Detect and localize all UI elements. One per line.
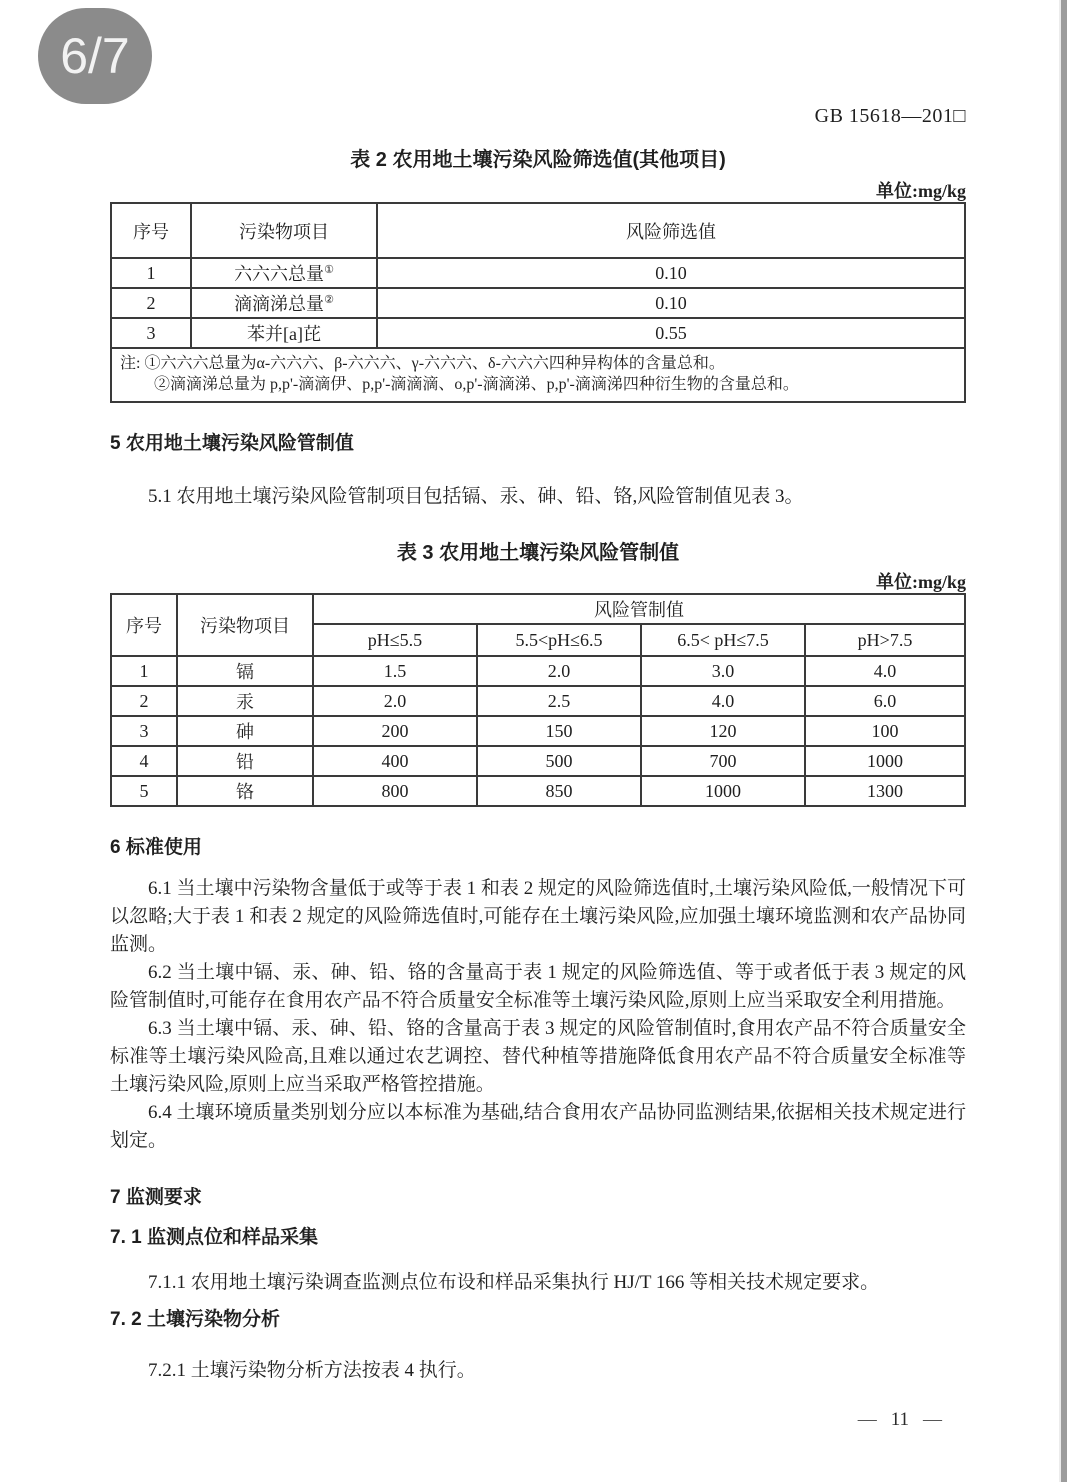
table3-ph-header: 6.5< pH≤7.5 [641,624,805,656]
table3-cell-value: 200 [313,716,477,746]
section-5-heading: 5 农用地土壤污染风险管制值 [110,433,354,454]
scrollbar-thumb[interactable] [1061,0,1067,1482]
table-row [111,746,965,776]
paragraph-6-2: 6.2 当土壤中镉、汞、砷、铅、铬的含量高于表 1 规定的风险筛选值、等于或者低于表 3 规定的风险管制值时,可能存在食用农产品不符合质量安全标准等土壤污染风险,原则上应当采取安全利用措施。 [110,962,966,1011]
table2-cell-no: 1 [111,258,191,288]
table2-header-no: 序号 [111,203,191,258]
footer-left-dash: — [857,1409,877,1430]
scrollbar-track[interactable] [1059,0,1067,1482]
table3-cell-value: 1000 [805,746,965,776]
table3-cell-value: 1.5 [313,656,477,686]
table2-notes [111,348,965,402]
table3-cell-item: 铅 [177,746,313,776]
footer-right-dash: — [923,1409,942,1430]
table2-cell-no: 3 [111,318,191,348]
table3-cell-value: 800 [313,776,477,806]
table3-cell-item: 汞 [177,686,313,716]
table3-header-no: 序号 [111,594,177,656]
table-row [111,656,965,686]
table-row [111,686,965,716]
table3-cell-value: 1300 [805,776,965,806]
table2-cell-value: 0.10 [377,288,965,318]
note-label: 注: [120,355,141,372]
table3-cell-value: 3.0 [641,656,805,686]
table3-cell-value: 700 [641,746,805,776]
table-row [111,776,965,806]
section-7-1-heading: 7. 1 监测点位和样品采集 [110,1227,318,1248]
page-footer [110,1407,966,1433]
table2-cell-no: 2 [111,288,191,318]
table-row [111,258,965,288]
table2-note-2: ②滴滴涕总量为 p,p'-滴滴伊、p,p'-滴滴滴、o,p'-滴滴涕、p,p'-滴滴涕四种衍生物的含量总和。 [154,376,799,393]
table2-cell-item: 苯并[a]芘 [191,318,377,348]
table-row [111,716,965,746]
table-row [111,288,965,318]
table2-note-1: 注: ①六六六总量为α-六六六、β-六六六、γ-六六六、δ-六六六四种异构体的含量总和。 [120,355,725,372]
table3-cell-value: 2.0 [477,656,641,686]
paragraph-7-1-1: 7.1.1 农用地土壤污染调查监测点位布设和样品采集执行 HJ/T 166 等相关技术规定要求。 [148,1272,880,1293]
table3-cell-item: 砷 [177,716,313,746]
table3-header-item: 污染物项目 [177,594,313,656]
table2-header-value: 风险筛选值 [377,203,965,258]
table3-cell-no: 5 [111,776,177,806]
page-indicator-label: 6/7 [60,28,130,84]
standard-code-header: GB 15618—201□ [814,105,966,127]
page-number: 11 [890,1409,909,1430]
table3-cell-value: 850 [477,776,641,806]
table3-cell-value: 6.0 [805,686,965,716]
table3-ph-header: pH≤5.5 [313,624,477,656]
paragraph-5-1: 5.1 农用地土壤污染风险管制项目包括镉、汞、砷、铅、铬,风险管制值见表 3。 [148,486,804,507]
table2-header-item: 污染物项目 [191,203,377,258]
table2-cell-value: 0.55 [377,318,965,348]
table2-cell-value: 0.10 [377,258,965,288]
table3-cell-value: 120 [641,716,805,746]
table-row [111,318,965,348]
table3-cell-item: 镉 [177,656,313,686]
table3-cell-value: 100 [805,716,965,746]
document-page [110,0,966,1433]
table2-unit: 单位:mg/kg [876,181,966,201]
table3-cell-no: 2 [111,686,177,716]
section-6-heading: 6 标准使用 [110,837,202,858]
table3-cell-value: 4.0 [805,656,965,686]
paragraph-6-1: 6.1 当土壤中污染物含量低于或等于表 1 和表 2 规定的风险筛选值时,土壤污染风险低,一般情况下可以忽略;大于表 1 和表 2 规定的风险筛选值时,可能存在土壤污染风险,应加强土壤环境监测和农产品协同监测。 [110,878,966,955]
table2-title: 表 2 农用地土壤污染风险筛选值(其他项目) [350,149,726,171]
footnote-marker: ① [324,264,334,276]
table2-cell-item: 滴滴涕总量② [191,288,377,318]
table3-cell-item: 铬 [177,776,313,806]
table3-cell-no: 3 [111,716,177,746]
table-2-risk-screening-values [110,202,966,403]
table3-cell-no: 1 [111,656,177,686]
section-7-heading: 7 监测要求 [110,1187,202,1208]
table3-cell-value: 2.5 [477,686,641,716]
paragraph-6-3: 6.3 当土壤中镉、汞、砷、铅、铬的含量高于表 3 规定的风险管制值时,食用农产品不符合质量安全标准等土壤污染风险高,且难以通过农艺调控、替代种植等措施降低食用农产品不符合质量安全标准等土壤污染风险,原则上应当采取严格管控措施。 [110,1018,966,1095]
paragraph-6-4: 6.4 土壤环境质量类别划分应以本标准为基础,结合食用农产品协同监测结果,依据相关技术规定进行划定。 [110,1102,966,1151]
table-3-risk-intervention-values [110,593,966,807]
table2-header-row [111,203,965,258]
table2-cell-item: 六六六总量① [191,258,377,288]
table3-cell-value: 500 [477,746,641,776]
table3-header-group: 风险管制值 [313,594,965,624]
table3-cell-value: 2.0 [313,686,477,716]
section-7-2-heading: 7. 2 土壤污染物分析 [110,1309,280,1330]
table3-cell-value: 4.0 [641,686,805,716]
table3-group-header-row [111,594,965,624]
table3-cell-value: 400 [313,746,477,776]
footnote-marker: ② [324,294,334,306]
table3-cell-value: 1000 [641,776,805,806]
table3-cell-value: 150 [477,716,641,746]
table3-cell-no: 4 [111,746,177,776]
table3-unit: 单位:mg/kg [876,572,966,592]
table3-ph-header: 5.5<pH≤6.5 [477,624,641,656]
paragraph-7-2-1: 7.2.1 土壤污染物分析方法按表 4 执行。 [148,1360,476,1381]
table2-note-row [111,348,965,402]
table3-title: 表 3 农用地土壤污染风险管制值 [396,542,680,564]
table3-ph-header: pH>7.5 [805,624,965,656]
